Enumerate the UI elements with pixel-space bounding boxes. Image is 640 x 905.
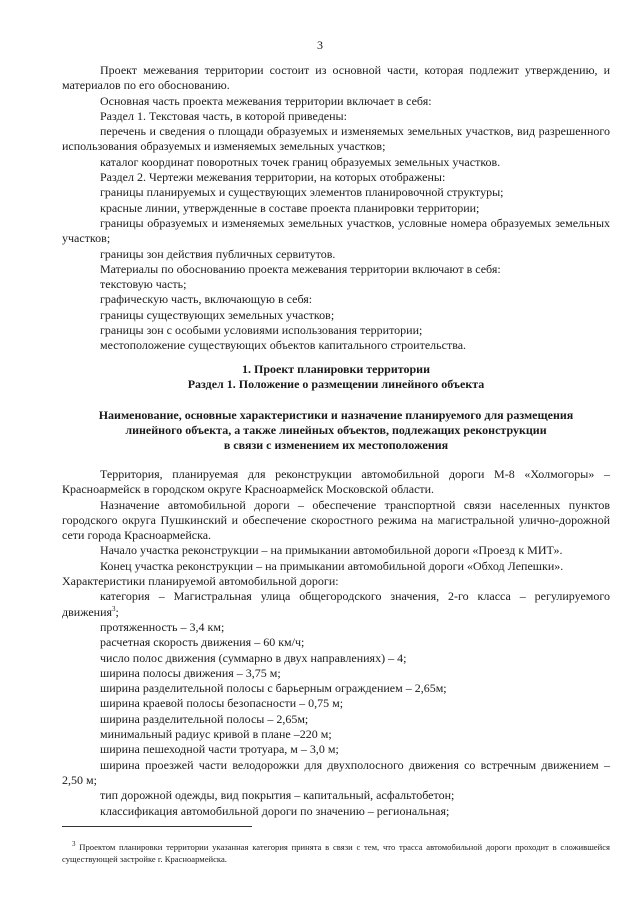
- body-paragraph: Характеристики планируемой автомобильной дороги:: [62, 574, 339, 589]
- characteristics-list: [62, 620, 610, 819]
- characteristic-item: ширина полосы движения – 3,75 м;: [100, 665, 281, 680]
- intro-paragraphs: [62, 63, 610, 354]
- intro-paragraph: Материалы по обоснованию проекта межевания территории включают в себя:: [100, 261, 501, 276]
- footnote-number: 3: [72, 839, 76, 848]
- intro-paragraph: местоположение существующих объектов капитального строительства.: [100, 338, 467, 353]
- heading-2-line-2: линейного объекта, а также линейных объектов, подлежащих реконструкции: [125, 423, 547, 437]
- intro-section: [62, 63, 610, 354]
- characteristic-item: расчетная скорость движения – 60 км/ч;: [100, 635, 305, 650]
- intro-paragraph: границы существующих земельных участков;: [100, 307, 335, 322]
- intro-paragraph: Основная часть проекта межевания территории включает в себя:: [100, 93, 432, 108]
- intro-paragraph: Раздел 1. Текстовая часть, в которой приведены:: [100, 108, 347, 123]
- intro-paragraph: красные линии, утвержденные в составе проекта планировки территории;: [100, 200, 480, 215]
- footnote-divider: [62, 826, 252, 827]
- characteristic-item: ширина краевой полосы безопасности – 0,75 м;: [100, 696, 344, 711]
- characteristic-item: минимальный радиус кривой в плане –220 м;: [100, 727, 332, 742]
- characteristic-item: тип дорожной одежды, вид покрытия – капитальный, асфальтобетон;: [100, 788, 455, 803]
- body-paragraphs: [62, 467, 610, 589]
- body-section: [62, 467, 610, 819]
- footnote-text: Проектом планировки территории указанная категория принята в связи с тем, что трасса автомобильной дороги проходит в сложившейся существующей застройке г. Красноармейска.: [62, 841, 610, 864]
- intro-paragraph: границы зон действия публичных сервитутов.: [100, 246, 336, 261]
- characteristic-item: классификация автомобильной дороги по значению – региональная;: [100, 803, 450, 818]
- body-paragraph: Назначение автомобильной дороги – обеспечение транспортной связи населенных пунктов городского округа Пушкинский и обеспечение скоростного режима на магистральной улично-дорожной сети города Красноармейска.: [62, 497, 610, 543]
- intro-paragraph: текстовую часть;: [100, 277, 187, 292]
- intro-paragraph: Проект межевания территории состоит из основной части, которая подлежит утверждению, и материалов по его обоснованию.: [62, 63, 610, 93]
- characteristic-item: ширина разделительной полосы с барьерным ограждением – 2,65м;: [100, 681, 447, 696]
- characteristic-item: ширина проезжей части велодорожки для двухполосного движения со встречным движением – 2,50 м;: [62, 757, 610, 787]
- heading-section-2: [62, 408, 610, 453]
- heading-1-line-2: Раздел 1. Положение о размещении линейного объекта: [187, 377, 485, 391]
- intro-paragraph: границы зон с особыми условиями использования территории;: [100, 323, 423, 338]
- characteristic-item: число полос движения (суммарно в двух направлениях) – 4;: [100, 650, 407, 665]
- footnote-mark: 3: [112, 604, 116, 613]
- body-paragraph: Территория, планируемая для реконструкции автомобильной дороги М-8 «Холмогоры» – Красноармейск в городском округе Красноармейск Московской области.: [62, 467, 610, 497]
- heading-section-1: [62, 362, 610, 392]
- intro-paragraph: каталог координат поворотных точек границ образуемых земельных участков.: [100, 154, 501, 169]
- intro-paragraph: графическую часть, включающую в себя:: [100, 292, 313, 307]
- characteristic-item: ширина разделительной полосы – 2,65м;: [100, 711, 309, 726]
- intro-paragraph: Раздел 2. Чертежи межевания территории, на которых отображены:: [100, 170, 446, 185]
- characteristic-item: протяженность – 3,4 км;: [100, 619, 225, 634]
- footnote: [62, 841, 610, 865]
- category-text: категория – Магистральная улица общегородского значения, 2-го класса – регулируемого движения: [62, 589, 610, 619]
- body-paragraph: Конец участка реконструкции – на примыкании автомобильной дороги «Обход Лепешки».: [100, 558, 564, 573]
- characteristic-item: ширина пешеходной части тротуара, м – 3,0 м;: [100, 742, 339, 757]
- intro-paragraph: границы образуемых и изменяемых земельных участков, условные номера образуемых земельных участков;: [62, 215, 610, 246]
- heading-2-line-3: в связи с изменением их местоположения: [223, 438, 449, 452]
- body-paragraph: Начало участка реконструкции – на примыкании автомобильной дороги «Проезд к МИТ».: [100, 543, 563, 558]
- page-number: 3: [317, 38, 323, 52]
- heading-1-line-1: 1. Проект планировки территории: [241, 362, 431, 376]
- intro-paragraph: перечень и сведения о площади образуемых и изменяемых земельных участков, вид разрешенного использования образуемых и изменяемых земельных участков;: [62, 124, 610, 154]
- heading-2-line-1: Наименование, основные характеристики и назначение планируемого для размещения: [98, 408, 574, 422]
- intro-paragraph: границы планируемых и существующих элементов планировочной структуры;: [100, 185, 504, 200]
- category-paragraph: категория – Магистральная улица общегородского значения, 2-го класса – регулируемого движения$^3$;: [62, 589, 610, 619]
